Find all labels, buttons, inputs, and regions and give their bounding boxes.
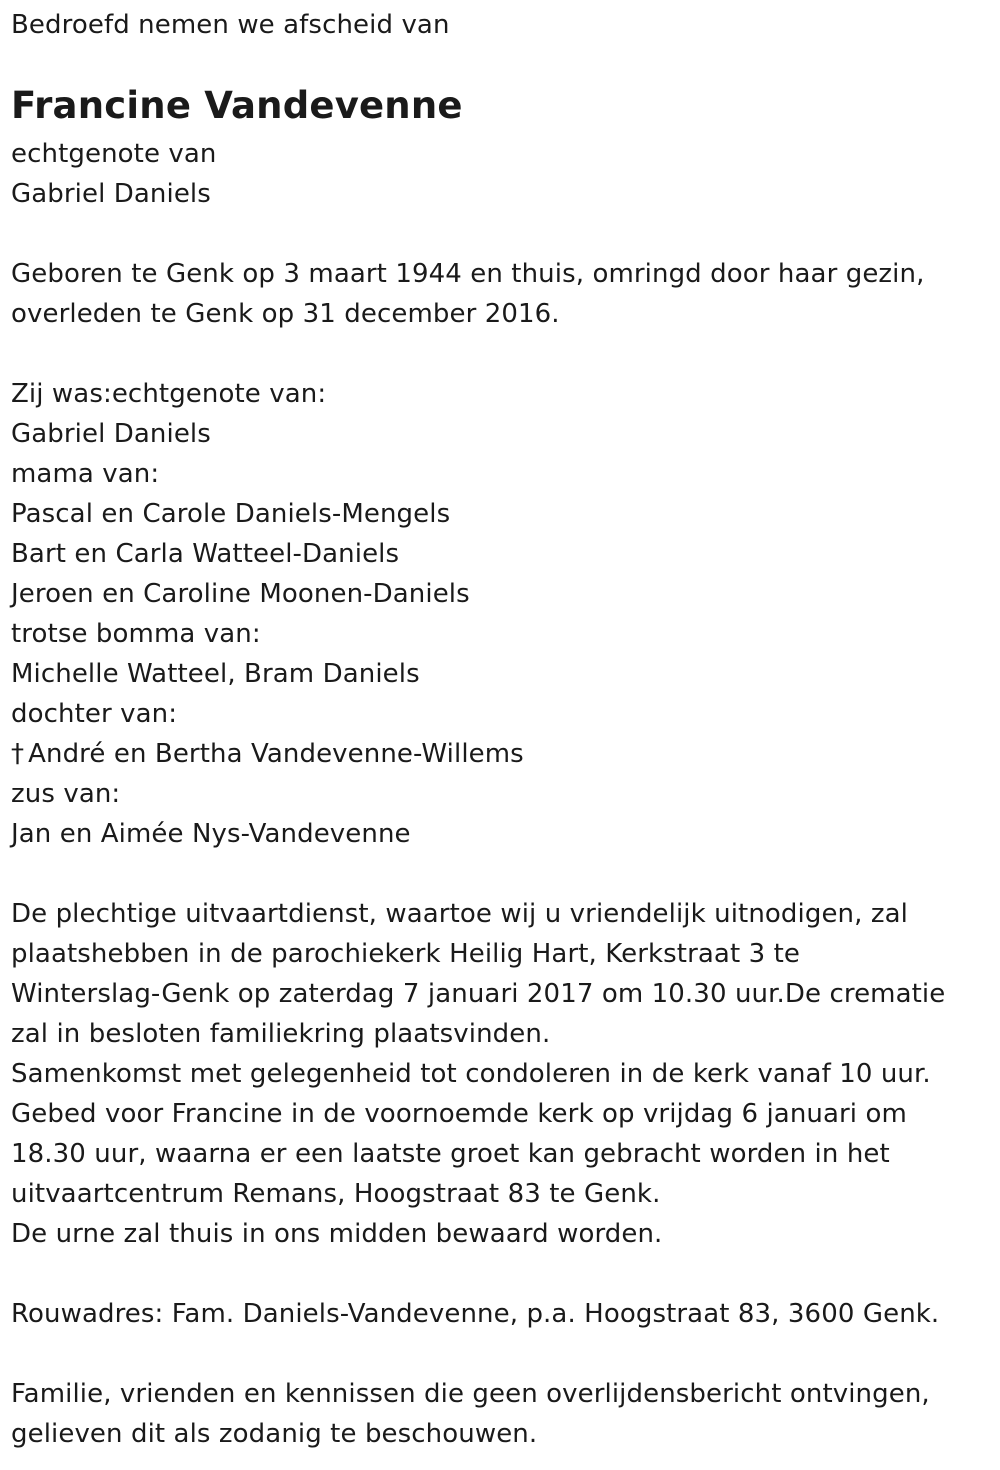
mourning-address: Rouwadres: Fam. Daniels-Vandevenne, p.a. Hoogstraat 83, 3600 Genk. [11, 1299, 940, 1329]
parents-line [11, 734, 524, 774]
relation-sister-label: zus van: [11, 779, 121, 809]
parents-entry: André en Bertha Vandevenne-Willems [28, 739, 524, 769]
service-section [11, 894, 945, 1254]
child-entry: Pascal en Carole Daniels-Mengels [11, 499, 451, 529]
relation-daughter-label: dochter van: [11, 699, 178, 729]
grandchildren-entry: Michelle Watteel, Bram Daniels [11, 659, 420, 689]
relations-section [11, 374, 524, 854]
child-entry: Jeroen en Caroline Moonen-Daniels [11, 579, 470, 609]
closing-section [11, 1374, 930, 1454]
birth-death-section [11, 254, 924, 334]
service-line: Gebed voor Francine in de voornoemde kerk op vrijdag 6 januari om [11, 1099, 907, 1129]
service-line: 18.30 uur, waarna er een laatste groet kan gebracht worden in het [11, 1139, 890, 1169]
spouse-section [11, 134, 217, 214]
siblings-entry: Jan en Aimée Nys-Vandevenne [11, 819, 411, 849]
service-line: plaatshebben in de parochiekerk Heilig Hart, Kerkstraat 3 te [11, 939, 801, 969]
address-section [11, 1294, 939, 1334]
closing-line: gelieven dit als zodanig te beschouwen. [11, 1419, 538, 1449]
relation-grandmother-label: trotse bomma van: [11, 619, 261, 649]
relation-spouse-label: Zij was:echtgenote van: [11, 379, 327, 409]
birth-line: Geboren te Genk op 3 maart 1944 en thuis, omringd door haar gezin, [11, 259, 925, 289]
deceased-name: Francine Vandevenne [11, 84, 463, 127]
cross-icon: † [11, 739, 25, 769]
service-line: Winterslag-Genk op zaterdag 7 januari 2017 om 10.30 uur.De crematie [11, 979, 946, 1009]
death-line: overleden te Genk op 31 december 2016. [11, 299, 560, 329]
closing-line: Familie, vrienden en kennissen die geen overlijdensbericht ontvingen, [11, 1379, 930, 1409]
service-line: Samenkomst met gelegenheid tot condoleren in de kerk vanaf 10 uur. [11, 1059, 931, 1089]
service-line: De urne zal thuis in ons midden bewaard worden. [11, 1219, 663, 1249]
spouse-name: Gabriel Daniels [11, 179, 211, 209]
service-line: De plechtige uitvaartdienst, waartoe wij u vriendelijk uitnodigen, zal [11, 899, 908, 929]
intro-text: Bedroefd nemen we afscheid van [11, 10, 450, 40]
spouse-label: echtgenote van [11, 139, 217, 169]
relation-spouse-name: Gabriel Daniels [11, 419, 211, 449]
relation-mother-label: mama van: [11, 459, 160, 489]
service-line: uitvaartcentrum Remans, Hoogstraat 83 te Genk. [11, 1179, 661, 1209]
child-entry: Bart en Carla Watteel-Daniels [11, 539, 400, 569]
service-line: zal in besloten familiekring plaatsvinden. [11, 1019, 551, 1049]
